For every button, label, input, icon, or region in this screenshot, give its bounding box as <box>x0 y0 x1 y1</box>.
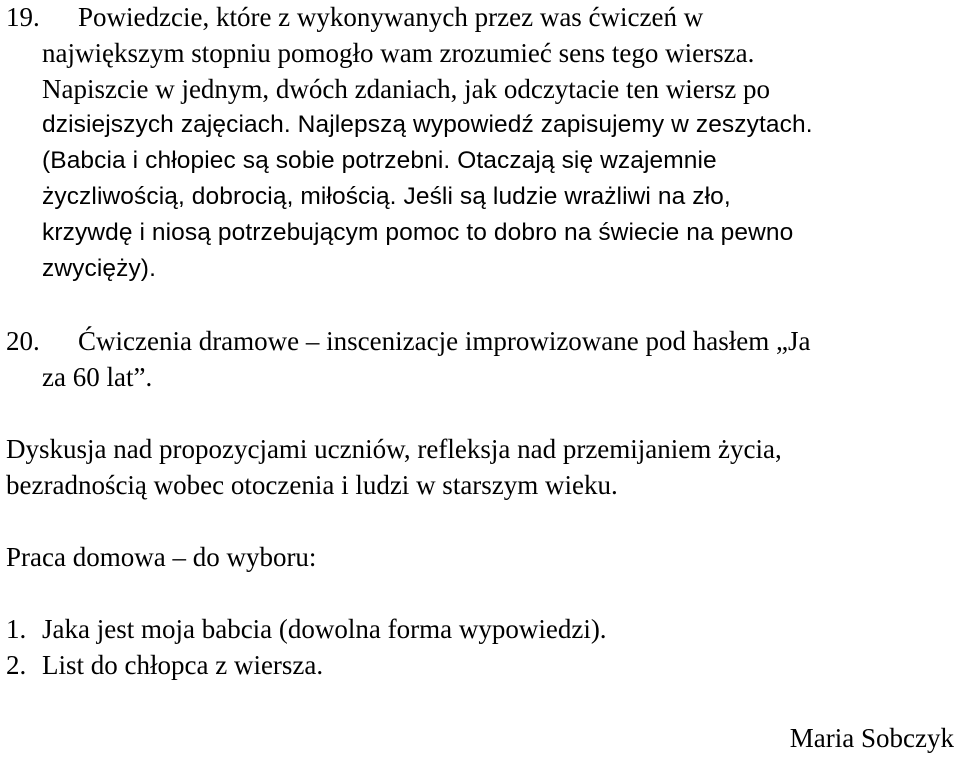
homework-option-1-number: 1. <box>6 614 27 644</box>
item-19-line-6a: życzliwością, dobrocią, miłością. <box>42 183 404 210</box>
item-19-line-5 <box>42 144 717 179</box>
discussion-line-1: Dyskusja nad propozycjami uczniów, refleksja nad przemijaniem życia, <box>6 434 782 464</box>
homework-option-2: List do chłopca z wiersza. <box>42 650 324 680</box>
item-19-line-2: największym stopniu pomogło wam zrozumieć sens tego wiersza. <box>42 38 755 68</box>
homework-option-1: Jaka jest moja babcia (dowolna forma wypowiedzi). <box>42 614 607 644</box>
item-19-line-5a: (Babcia i chłopiec są sobie potrzebni. <box>42 147 458 174</box>
item-20-line-1: Ćwiczenia dramowe – inscenizacje improwizowane pod hasłem „Ja <box>78 326 811 356</box>
item-20-number: 20. <box>6 326 40 356</box>
item-19-number: 19. <box>6 2 40 32</box>
author-signature: Maria Sobczyk <box>789 723 954 753</box>
item-19-line-6b: Jeśli są ludzie wrażliwi na zło, <box>403 183 731 210</box>
item-19-line-5b: Otaczają się wzajemnie <box>457 147 717 174</box>
item-19-line-6 <box>42 180 731 215</box>
item-19-line-4b: Najlepszą wypowiedź zapisujemy w zeszytach. <box>297 111 813 138</box>
item-19-line-4a: dzisiejszych zajęciach. <box>42 111 298 138</box>
homework-heading: Praca domowa – do wyboru: <box>6 542 317 572</box>
item-19-line-7: krzywdę i niosą potrzebującym pomoc to dobro na świecie na pewno <box>42 219 794 246</box>
item-19-line-3: Napiszcie w jednym, dwóch zdaniach, jak odczytacie ten wiersz po <box>42 74 770 104</box>
discussion-line-2: bezradnością wobec otoczenia i ludzi w starszym wieku. <box>6 470 618 500</box>
item-19-line-4 <box>42 108 813 143</box>
item-19-line-1: Powiedzcie, które z wykonywanych przez was ćwiczeń w <box>78 2 704 32</box>
homework-option-2-number: 2. <box>6 650 27 680</box>
item-20-line-2: za 60 lat”. <box>42 362 153 392</box>
item-19-line-8: zwycięży). <box>42 255 156 282</box>
